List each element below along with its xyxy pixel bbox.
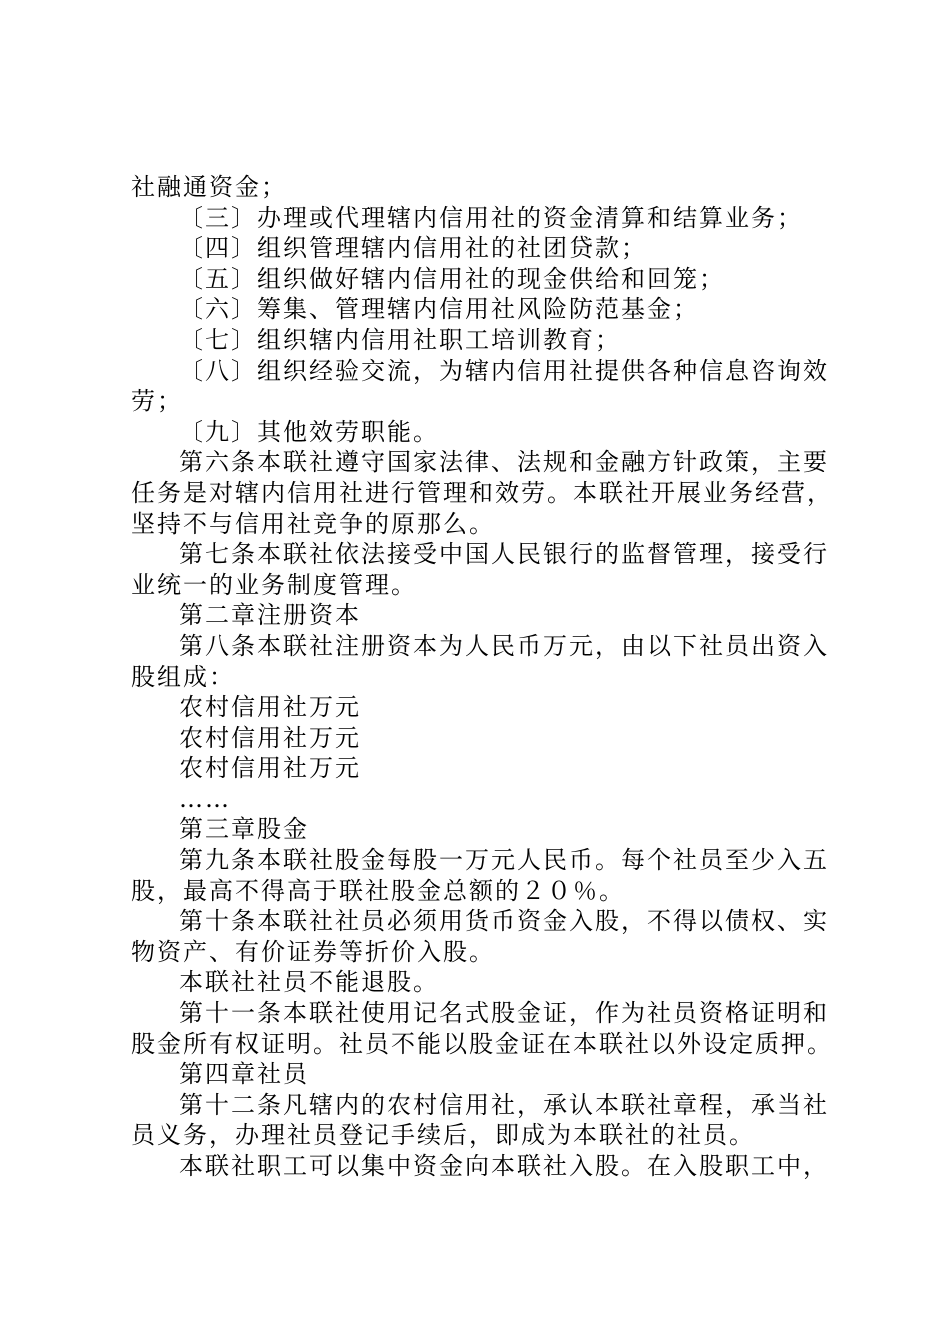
text-line: 第七条本联社依法接受中国人民银行的监督管理，接受行	[179, 540, 829, 569]
text-line: 〔五〕组织做好辖内信用社的现金供给和回笼；	[179, 264, 725, 293]
chapter-heading: 第二章注册资本	[179, 601, 361, 630]
text-line: 〔九〕其他效劳职能。	[179, 417, 439, 446]
text-line: 股组成：	[131, 662, 235, 691]
list-item: 农村信用社万元	[179, 723, 361, 752]
chapter-heading: 第三章股金	[179, 815, 309, 844]
text-line: 本联社社员不能退股。	[179, 968, 439, 997]
text-line: 〔七〕组织辖内信用社职工培训教育；	[179, 325, 621, 354]
list-item: 农村信用社万元	[179, 754, 361, 783]
text-line: 〔六〕筹集、管理辖内信用社风险防范基金；	[179, 295, 699, 324]
text-line: 员义务，办理社员登记手续后，即成为本联社的社员。	[131, 1121, 755, 1150]
text-line: 业统一的业务制度管理。	[131, 570, 417, 599]
text-line: 本联社职工可以集中资金向本联社入股。在入股职工中，	[179, 1152, 829, 1180]
text-line: 第八条本联社注册资本为人民币万元，由以下社员出资入	[179, 631, 829, 660]
text-line: 第十一条本联社使用记名式股金证，作为社员资格证明和	[179, 999, 829, 1028]
text-line: 〔八〕组织经验交流，为辖内信用社提供各种信息咨询效	[179, 356, 829, 385]
text-line: 坚持不与信用社竞争的原那么。	[131, 509, 495, 538]
text-line: 第十二条凡辖内的农村信用社，承认本联社章程，承当社	[179, 1090, 829, 1119]
text-line: 股金所有权证明。社员不能以股金证在本联社以外设定质押。	[131, 1029, 833, 1058]
document-body	[131, 172, 833, 1182]
chapter-heading: 第四章社员	[179, 1060, 309, 1089]
ellipsis: ……	[179, 784, 231, 813]
text-line: 〔四〕组织管理辖内信用社的社团贷款；	[179, 234, 647, 263]
text-line: 社融通资金；	[131, 173, 287, 201]
list-item: 农村信用社万元	[179, 693, 361, 722]
text-line: 任务是对辖内信用社进行管理和效劳。本联社开展业务经营，	[131, 478, 833, 507]
text-line: 第十条本联社社员必须用货币资金入股，不得以债权、实	[179, 907, 829, 936]
text-line: 〔三〕办理或代理辖内信用社的资金清算和结算业务；	[179, 203, 803, 232]
text-line: 股，最高不得高于联社股金总额的２０％。	[131, 876, 625, 905]
text-line: 物资产、有价证券等折价入股。	[131, 937, 495, 966]
text-line: 第九条本联社股金每股一万元人民币。每个社员至少入五	[179, 846, 829, 875]
text-line: 第六条本联社遵守国家法律、法规和金融方针政策，主要	[179, 448, 829, 477]
text-line: 劳；	[131, 387, 183, 416]
